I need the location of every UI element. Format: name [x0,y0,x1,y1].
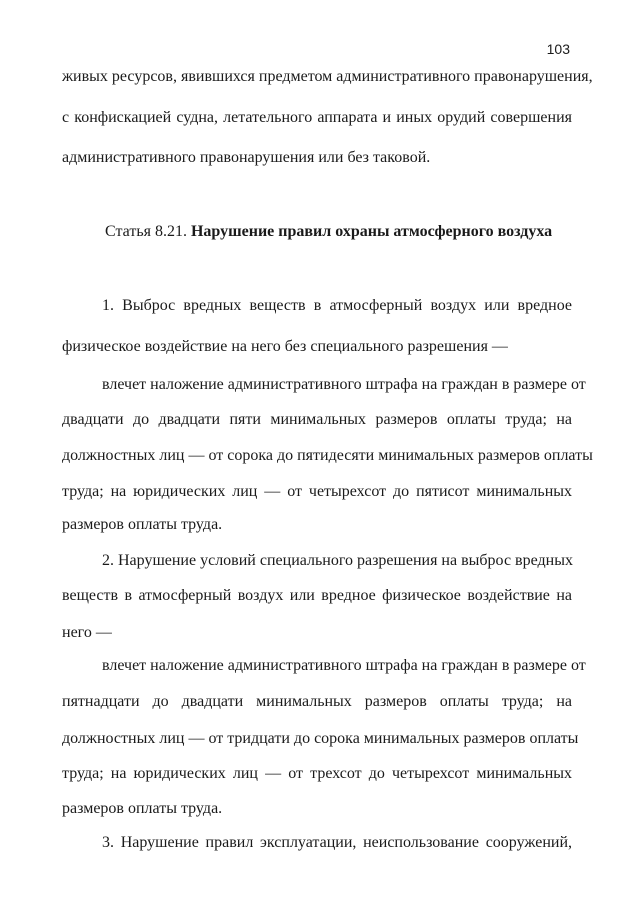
text-line: должностных лиц — от сорока до пятидесяти минимальных размеров оплаты [62,447,593,464]
article-prefix: Статья 8.21. [105,223,187,240]
text-line: должностных лиц — от тридцати до сорока минимальных размеров оплаты [62,730,579,747]
text-line: административного правонарушения или без таковой. [62,149,431,166]
text-line: него — [62,624,112,641]
text-line: размеров оплаты труда. [62,516,223,533]
text-line: размеров оплаты труда. [62,800,223,817]
text-line: веществ в атмосферный воздух или вредное физическое воздействие на [62,587,572,604]
text-line: 2. Нарушение условий специального разрешения на выброс вредных [102,552,573,569]
text-line: живых ресурсов, явившихся предметом административного правонарушения, [62,68,593,85]
text-line: труда; на юридических лиц — от четырехсот до пятисот минимальных [62,483,572,500]
text-line: 3. Нарушение правил эксплуатации, неиспользование сооружений, [102,834,572,851]
article-title: Нарушение правил охраны атмосферного воздуха [190,223,553,240]
text-line: влечет наложение административного штрафа на граждан в размере от [102,657,586,674]
article-heading [105,223,570,241]
text-line: двадцати до двадцати пяти минимальных размеров оплаты труда; на [62,411,572,428]
text-line: 1. Выброс вредных веществ в атмосферный воздух или вредное [102,297,572,314]
text-line: труда; на юридических лиц — от трехсот до четырехсот минимальных [62,765,572,782]
text-line: влечет наложение административного штрафа на граждан в размере от [102,376,586,393]
text-line: с конфискацией судна, летательного аппарата и иных орудий совершения [62,109,572,126]
text-line: физическое воздействие на него без специального разрешения — [62,338,508,355]
page-number: 103 [546,41,570,57]
text-line: пятнадцати до двадцати минимальных размеров оплаты труда; на [62,693,572,710]
